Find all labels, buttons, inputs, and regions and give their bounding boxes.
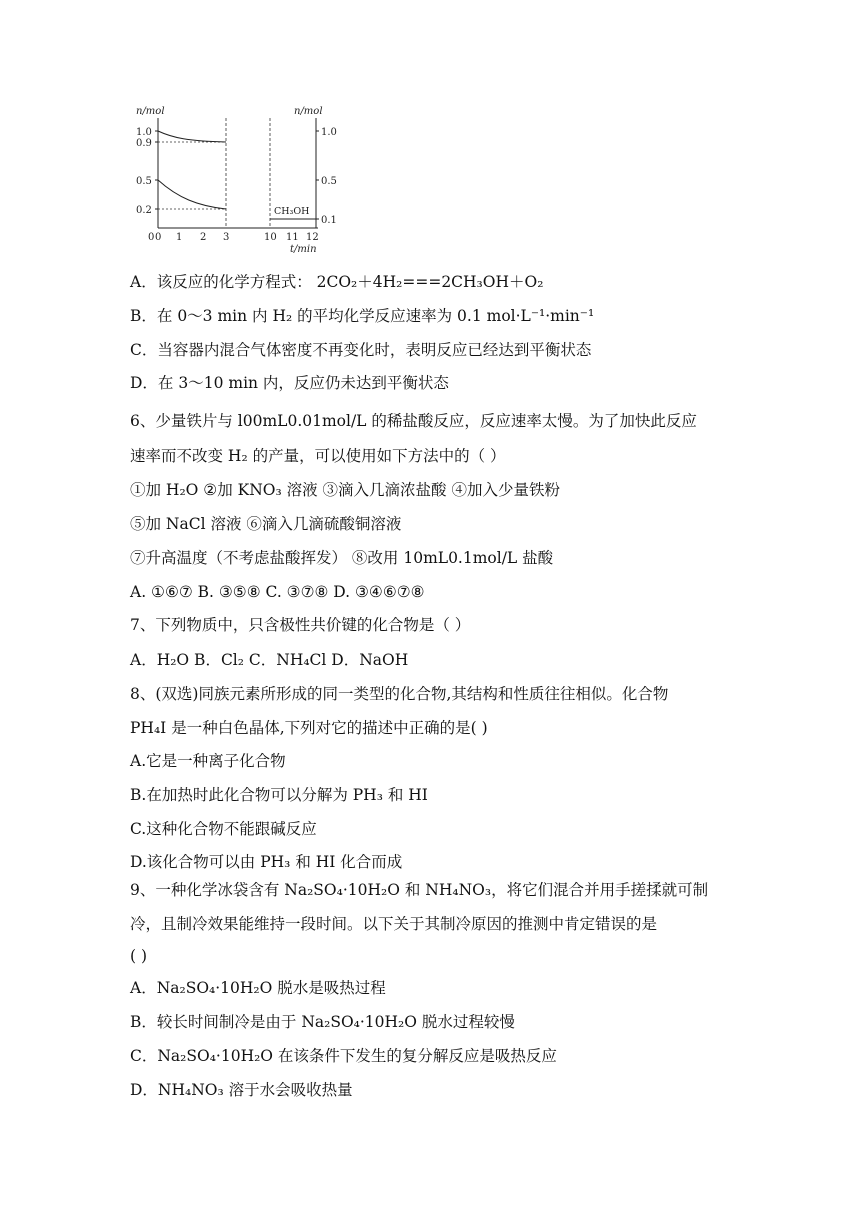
ytick-1-0: 1.0	[136, 127, 152, 138]
q7-choices: A．H₂O B．Cl₂ C．NH₄Cl D．NaOH	[130, 651, 409, 669]
x-ticks	[148, 232, 319, 243]
xtick-10: 10	[264, 232, 277, 243]
xtick-2: 2	[200, 232, 207, 243]
q9-option-a: A．Na₂SO₄·10H₂O 脱水是吸热过程	[130, 979, 386, 997]
q8-option-a: A.它是一种离子化合物	[130, 752, 286, 770]
q6-stem-line2: 速率而不改变 H₂ 的产量，可以使用如下方法中的（ ）	[130, 447, 506, 465]
q5-option-d: D．在 3～10 min 内，反应仍未达到平衡状态	[130, 374, 449, 392]
rtick-0-1: 0.1	[321, 215, 337, 226]
ytick-0-2: 0.2	[136, 205, 152, 216]
q6-methods-line2: ⑤加 NaCl 溶液 ⑥滴入几滴硫酸铜溶液	[130, 515, 402, 533]
q8-stem-line2: PH₄I 是一种白色晶体,下列对它的描述中正确的是( )	[130, 719, 488, 737]
xtick-3: 3	[223, 232, 230, 243]
ytick-0-5: 0.5	[136, 176, 152, 187]
q5-option-c: C．当容器内混合气体密度不再变化时，表明反应已经达到平衡状态	[130, 341, 592, 359]
xtick-1: 1	[176, 232, 183, 243]
q8-stem-line1: 8、(双选)同族元素所形成的同一类型的化合物,其结构和性质往往相似。化合物	[130, 685, 669, 703]
q9-option-c: C．Na₂SO₄·10H₂O 在该条件下发生的复分解反应是吸热反应	[130, 1047, 557, 1065]
q6-stem-line1: 6、少量铁片与 l00mL0.01mol/L 的稀盐酸反应，反应速率太慢。为了加快此反应	[130, 412, 697, 430]
ytick-0-9: 0.9	[136, 138, 152, 149]
q8-option-d: D.该化合物可以由 PH₃ 和 HI 化合而成	[130, 853, 403, 871]
q6-choices: A. ①⑥⑦ B. ③⑤⑧ C. ③⑦⑧ D. ③④⑥⑦⑧	[130, 583, 425, 601]
left-y-ticks	[136, 127, 158, 216]
q8-option-c: C.这种化合物不能跟碱反应	[130, 820, 317, 838]
q8-option-b: B.在加热时此化合物可以分解为 PH₃ 和 HI	[130, 786, 428, 804]
rtick-1-0: 1.0	[321, 127, 337, 138]
series-lower-curve	[158, 180, 226, 209]
q6-methods-line3: ⑦升高温度（不考虑盐酸挥发） ⑧改用 10mL0.1mol/L 盐酸	[130, 549, 554, 567]
series-ch3oh-label: CH₃OH	[274, 206, 310, 217]
q9-stem-line1: 9、一种化学冰袋含有 Na₂SO₄·10H₂O 和 NH₄NO₃，将它们混合并用手搓揉就可制	[130, 881, 709, 899]
q5-option-b: B．在 0～3 min 内 H₂ 的平均化学反应速率为 0.1 mol·L⁻¹·min⁻¹	[130, 307, 595, 325]
right-y-ticks	[316, 127, 337, 226]
q9-option-d: D．NH₄NO₃ 溶于水会吸收热量	[130, 1081, 353, 1099]
q9-option-b: B．较长时间制冷是由于 Na₂SO₄·10H₂O 脱水过程较慢	[130, 1013, 515, 1031]
x-axis-label: t/min	[290, 244, 317, 255]
xtick-12: 12	[306, 232, 319, 243]
reaction-chart	[128, 100, 338, 260]
q6-methods-line1: ①加 H₂O ②加 KNO₃ 溶液 ③滴入几滴浓盐酸 ④加入少量铁粉	[130, 481, 560, 499]
right-y-axis-label: n/mol	[294, 106, 323, 117]
q7-stem: 7、下列物质中，只含极性共价键的化合物是（ ）	[130, 616, 471, 634]
q5-option-a: A．该反应的化学方程式： 2CO₂＋4H₂===2CH₃OH＋O₂	[130, 273, 544, 291]
q9-stem-line2: 冷，且制冷效果能维持一段时间。以下关于其制冷原因的推测中肯定错误的是	[130, 915, 658, 933]
rtick-0-5: 0.5	[321, 176, 337, 187]
xtick-11: 11	[286, 232, 299, 243]
series-upper-curve	[158, 131, 226, 142]
xtick-0: 0	[155, 232, 162, 243]
xtick-origin: 0	[148, 232, 155, 243]
q9-stem-line3: ( )	[130, 947, 148, 965]
left-y-axis-label: n/mol	[136, 106, 165, 117]
